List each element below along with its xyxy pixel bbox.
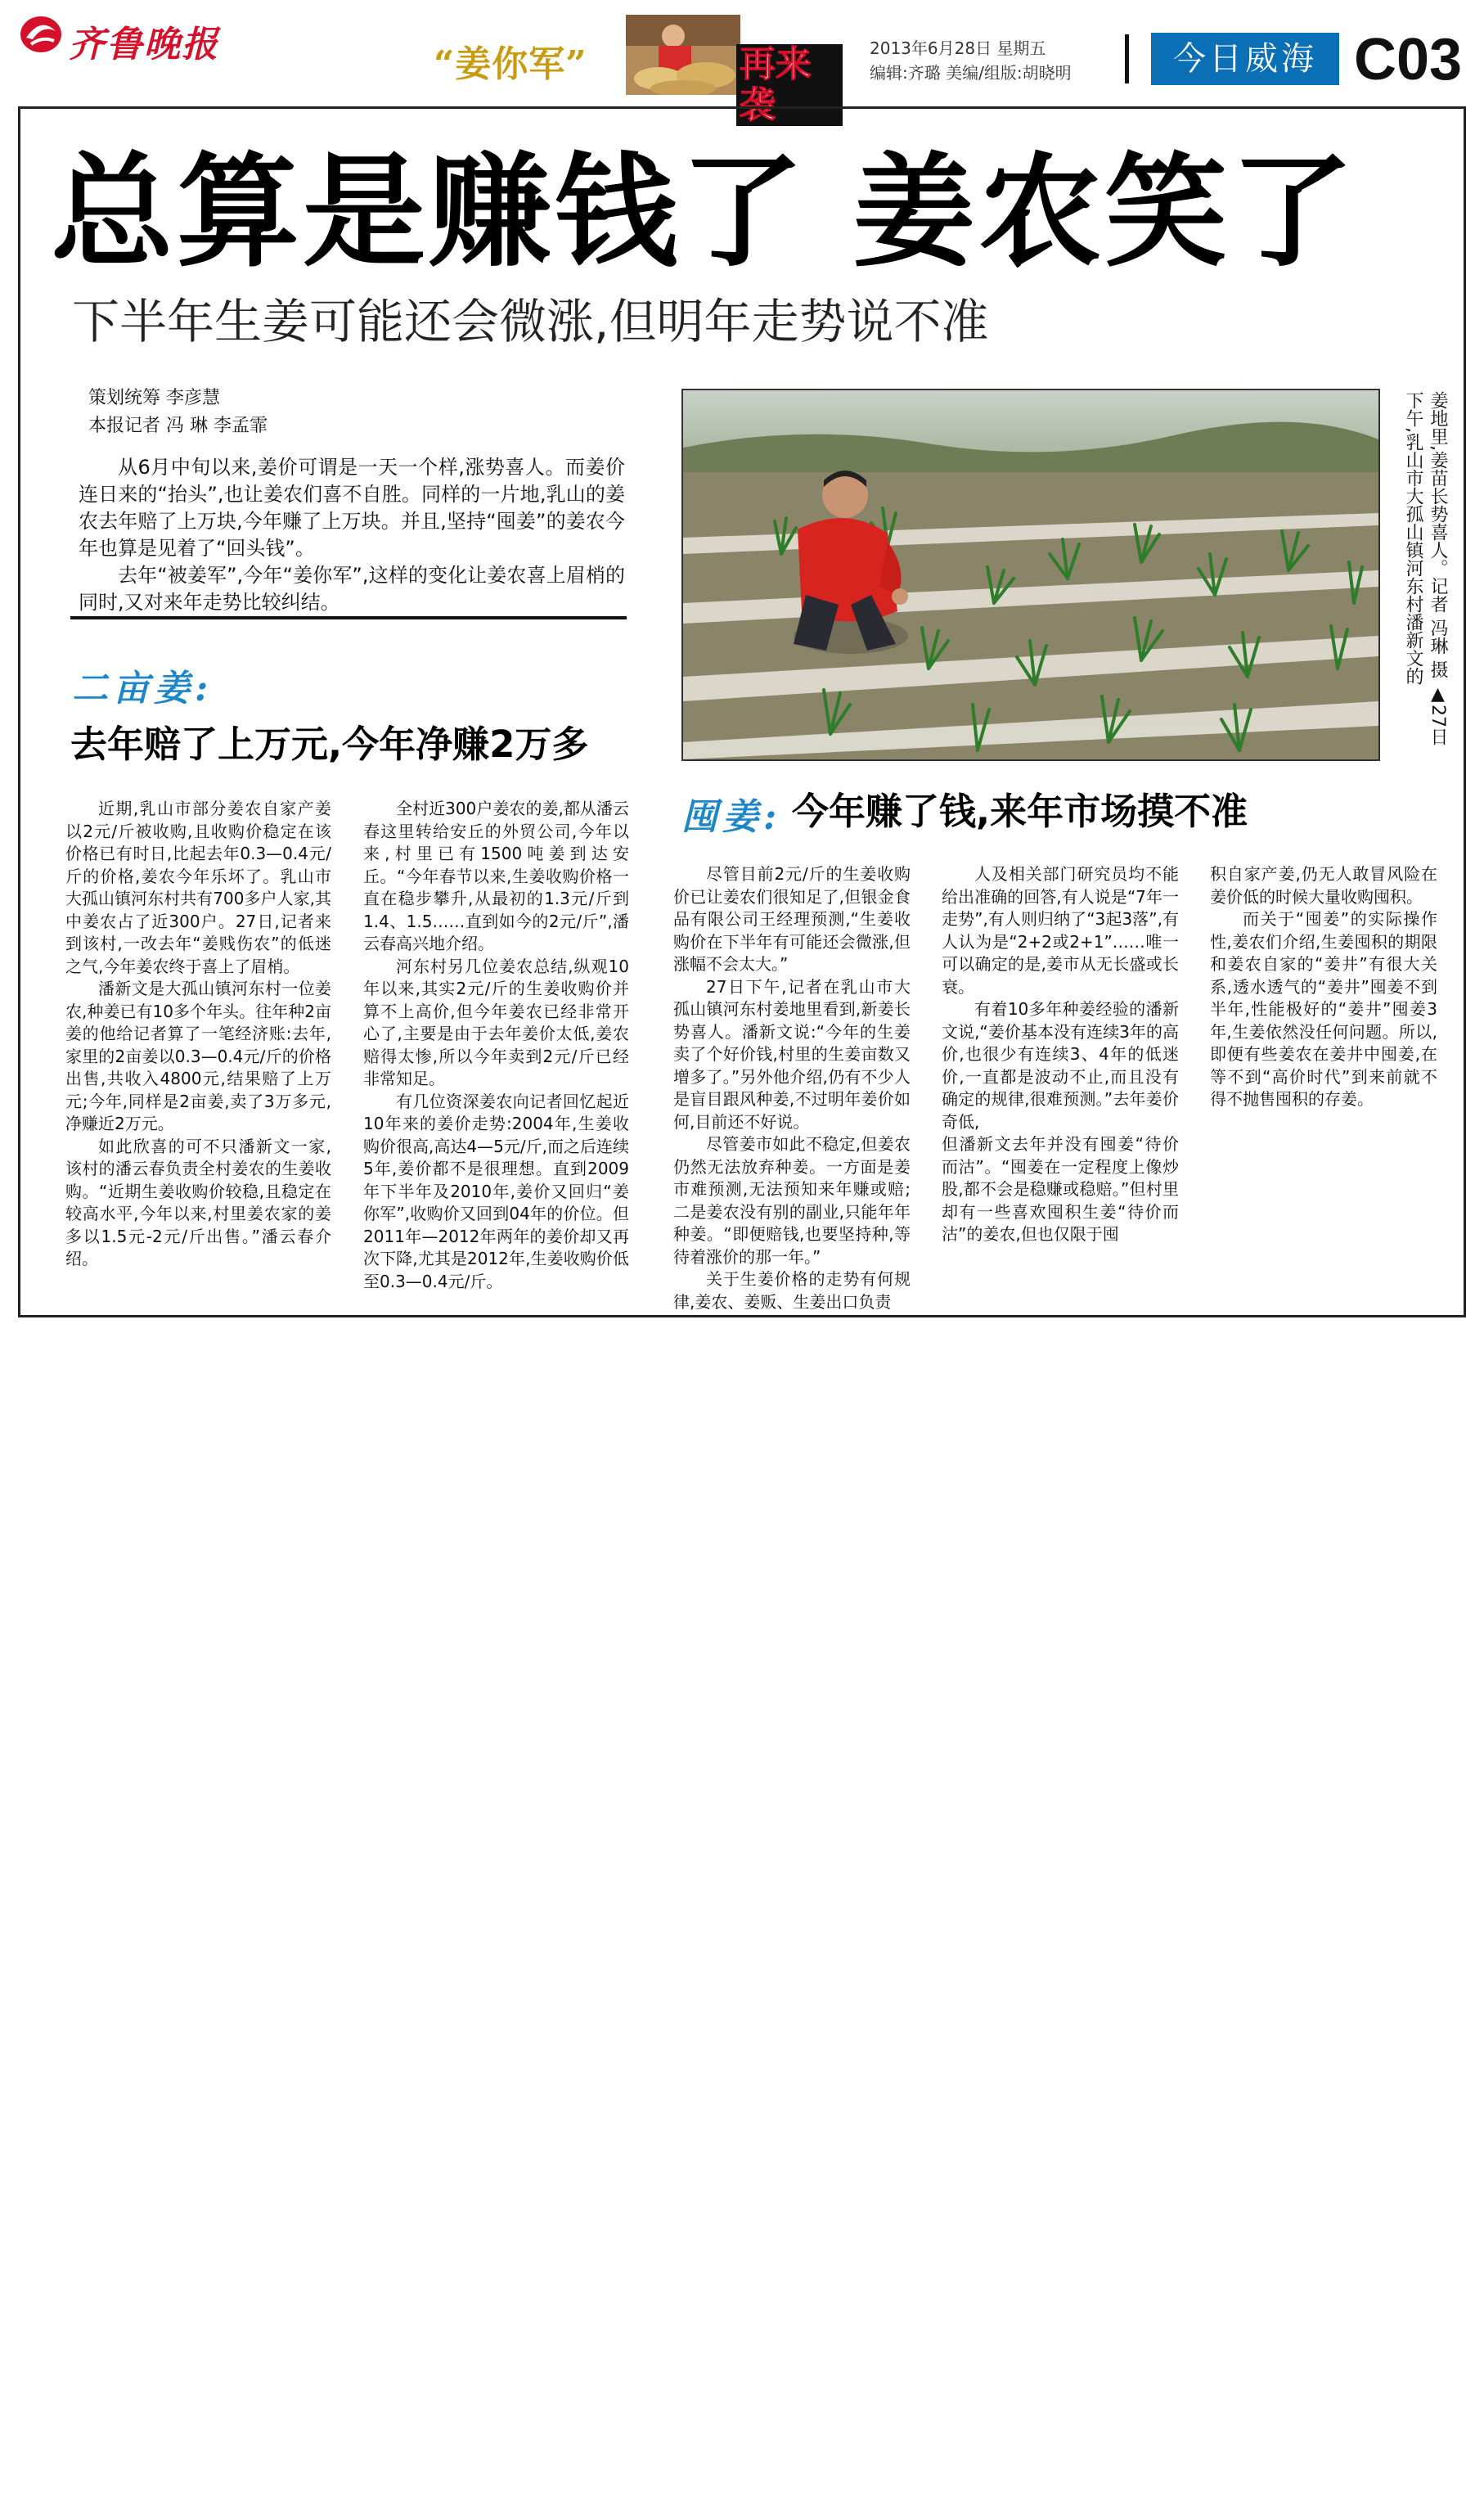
headline: 总算是赚钱了 姜农笑了 bbox=[51, 142, 1357, 284]
section2-label: 囤姜: bbox=[681, 796, 782, 838]
lead-paragraph bbox=[79, 454, 625, 616]
c2-p3: 有几位资深姜农向记者回忆起近10年来的姜价走势:2004年,生姜收购价很高,高达4—5元/斤,而之后连续5年,姜价都不是很理想。直到2009年下半年及2010年,姜价又回归“姜你军”,收购价又回到04年的价位。但2011年—2012年两年的姜价却又再次下降,尤其是2012年,生姜收购价低至0.3—0.4元/斤。 bbox=[363, 1091, 629, 1291]
c2-p1: 全村近300户姜农的姜,都从潘云春这里转给安丘的外贸公司,今年以来,村里已有1500吨姜到达安丘。“今年春节以来,生姜收购价格一直在稳步攀升,从最初的1.3元/斤到1.4、1.5……直到如今的2元/斤”,潘云春高兴地介绍。 bbox=[363, 799, 629, 953]
column-3 bbox=[673, 863, 911, 1313]
lead-p2: 去年“被姜军”,今年“姜你军”,这样的变化让姜农喜上眉梢的同时,又对来年走势比较纠结。 bbox=[79, 564, 625, 614]
c1-p1: 近期,乳山市部分姜农自家产姜以2元/斤被收购,且收购价稳定在该价格已有时日,比起去年0.3—0.4元/斤的价格,姜农今年乐坏了。乳山市大孤山镇河东村共有700多户人家,其中姜农占了近300户。27日,记者来到该村,一改去年“姜贱伤农”的低迷之气,今年姜农终于喜上了眉梢。 bbox=[65, 799, 331, 976]
c2-p2: 河东村另几位姜农总结,纵观10年以来,其实2元/斤的生姜收购价并算不上高价,但今年姜农已经非常开心了,主要是由于去年姜价太低,姜农赔得太惨,所以今年卖到2元/斤已经非常知足。 bbox=[363, 956, 629, 1088]
article-photo bbox=[681, 389, 1380, 761]
c4-p1: 人及相关部门研究员均不能给出准确的回答,有人说是“7年一走势”,有人则归纳了“3起3落”,有人认为是“2+2或2+1”……唯一可以确定的是,姜市从无长盛或长衰。 bbox=[942, 864, 1179, 997]
byline-reporters: 本报记者 冯 琳 李孟霏 bbox=[88, 416, 268, 436]
c5-p1: 积自家产姜,仍无人敢冒风险在姜价低的时候大量收购囤积。 bbox=[1210, 864, 1437, 907]
lead-divider bbox=[70, 616, 627, 619]
issue-date: 2013年6月28日 星期五 bbox=[870, 38, 1046, 58]
c3-p1: 尽管目前2元/斤的生姜收购价已让姜农们很知足了,但银金食品有限公司王经理预测,“生姜收购价在下半年有可能还会微涨,但涨幅不会太大。” bbox=[673, 864, 911, 974]
issue-editors: 编辑:齐璐 美编/组版:胡晓明 bbox=[870, 63, 1072, 83]
column-4 bbox=[942, 863, 1179, 1246]
blank-page-area bbox=[0, 1319, 1484, 2495]
newspaper-logo bbox=[18, 10, 239, 65]
column-5 bbox=[1210, 863, 1437, 1111]
logo-emblem-icon bbox=[18, 13, 64, 56]
subheadline: 下半年生姜可能还会微涨,但明年走势说不准 bbox=[72, 294, 989, 349]
issue-info bbox=[870, 36, 1072, 85]
column-2 bbox=[363, 798, 629, 1293]
c3-p4: 关于生姜价格的走势有何规律,姜农、姜贩、生姜出口负责 bbox=[673, 1269, 911, 1312]
section-tag: 今日威海 bbox=[1151, 33, 1339, 85]
c1-p2: 潘新文是大孤山镇河东村一位姜农,种姜已有10多个年头。往年种2亩姜的他给记者算了一笔经济账:去年,家里的2亩姜以0.3—0.4元/斤的价格出售,共收入4800元,结果赔了上万元;今年,同样是2亩姜,卖了3万多元,净赚近2万元。 bbox=[65, 979, 331, 1133]
c3-p2: 27日下午,记者在乳山市大孤山镇河东村姜地里看到,新姜长势喜人。潘新文说:“今年的生姜卖了个好价钱,村里的生姜亩数又增多了。”另外他介绍,仍有不少人是盲目跟风种姜,不过明年姜价如何,目前还不好说。 bbox=[673, 976, 911, 1132]
byline bbox=[88, 385, 268, 440]
promo-photo bbox=[626, 15, 740, 95]
c4-p2: 有着10多年种姜经验的潘新文说,“姜价基本没有连续3年的高价,也很少有连续3、4年的低迷价,一直都是波动不止,而且没有确定的规律,很难预测。”去年姜价奇低, bbox=[942, 999, 1179, 1132]
section1-label: 二亩姜: bbox=[72, 668, 214, 709]
c5-p2: 而关于“囤姜”的实际操作性,姜农们介绍,生姜囤积的期限和姜农自家的“姜井”有很大关系,透水透气的“姜井”囤姜不到半年,性能极好的“姜井”囤姜3年,生姜依然没任何问题。所以,即便有些姜农在姜井中囤姜,在等不到“高价时代”到来前就不得不抛售囤积的存姜。 bbox=[1210, 909, 1437, 1109]
masthead-divider bbox=[1125, 34, 1129, 83]
section1-title: 去年赔了上万元,今年净赚2万多 bbox=[70, 723, 589, 766]
promo-tagline: 再来袭 bbox=[736, 44, 843, 126]
c1-p3: 如此欣喜的可不只潘新文一家,该村的潘云春负责全村姜农的生姜收购。“近期生姜收购价较稳,且稳定在较高水平,今年以来,村里姜农家的姜多以1.5元-2元/斤出售。”潘云春介绍。 bbox=[65, 1136, 331, 1268]
logo-text: 齐鲁晚报 bbox=[69, 24, 219, 65]
photo-caption: 姜地里,姜苗长势喜人。记者 冯琳 摄 ▲27日下午,乳山市大孤山镇河东村潘新文的 bbox=[1403, 391, 1448, 745]
column-1 bbox=[65, 798, 331, 1271]
c3-p3: 尽管姜市如此不稳定,但姜农仍然无法放弃种姜。一方面是姜市难预测,无法预知来年赚或赔;二是姜农没有别的副业,只能年年种姜。“即便赔钱,也要坚持种,等待着涨价的那一年。” bbox=[673, 1134, 911, 1267]
byline-planner: 策划统筹 李彦慧 bbox=[88, 388, 220, 408]
section2-title: 今年赚了钱,来年市场摸不准 bbox=[792, 790, 1248, 833]
promo-slogan: “姜你军” bbox=[434, 43, 587, 85]
masthead bbox=[0, 0, 1484, 126]
promo-banner bbox=[434, 15, 843, 126]
ginger-field-photo bbox=[683, 390, 1378, 759]
page-number: C03 bbox=[1354, 27, 1463, 92]
c4-p3: 但潘新文去年并没有囤姜“待价而沽”。“囤姜在一定程度上像炒股,都不会是稳赚或稳赔。”但村里却有一些喜欢囤积生姜“待价而沽”的姜农,但也仅限于囤 bbox=[942, 1134, 1179, 1244]
lead-p1: 从6月中旬以来,姜价可谓是一天一个样,涨势喜人。而姜价连日来的“抬头”,也让姜农们喜不自胜。同样的一片地,乳山的姜农去年赔了上万块,今年赚了上万块。并且,坚持“囤姜”的姜农今年也算是见着了“回头钱”。 bbox=[79, 456, 625, 560]
